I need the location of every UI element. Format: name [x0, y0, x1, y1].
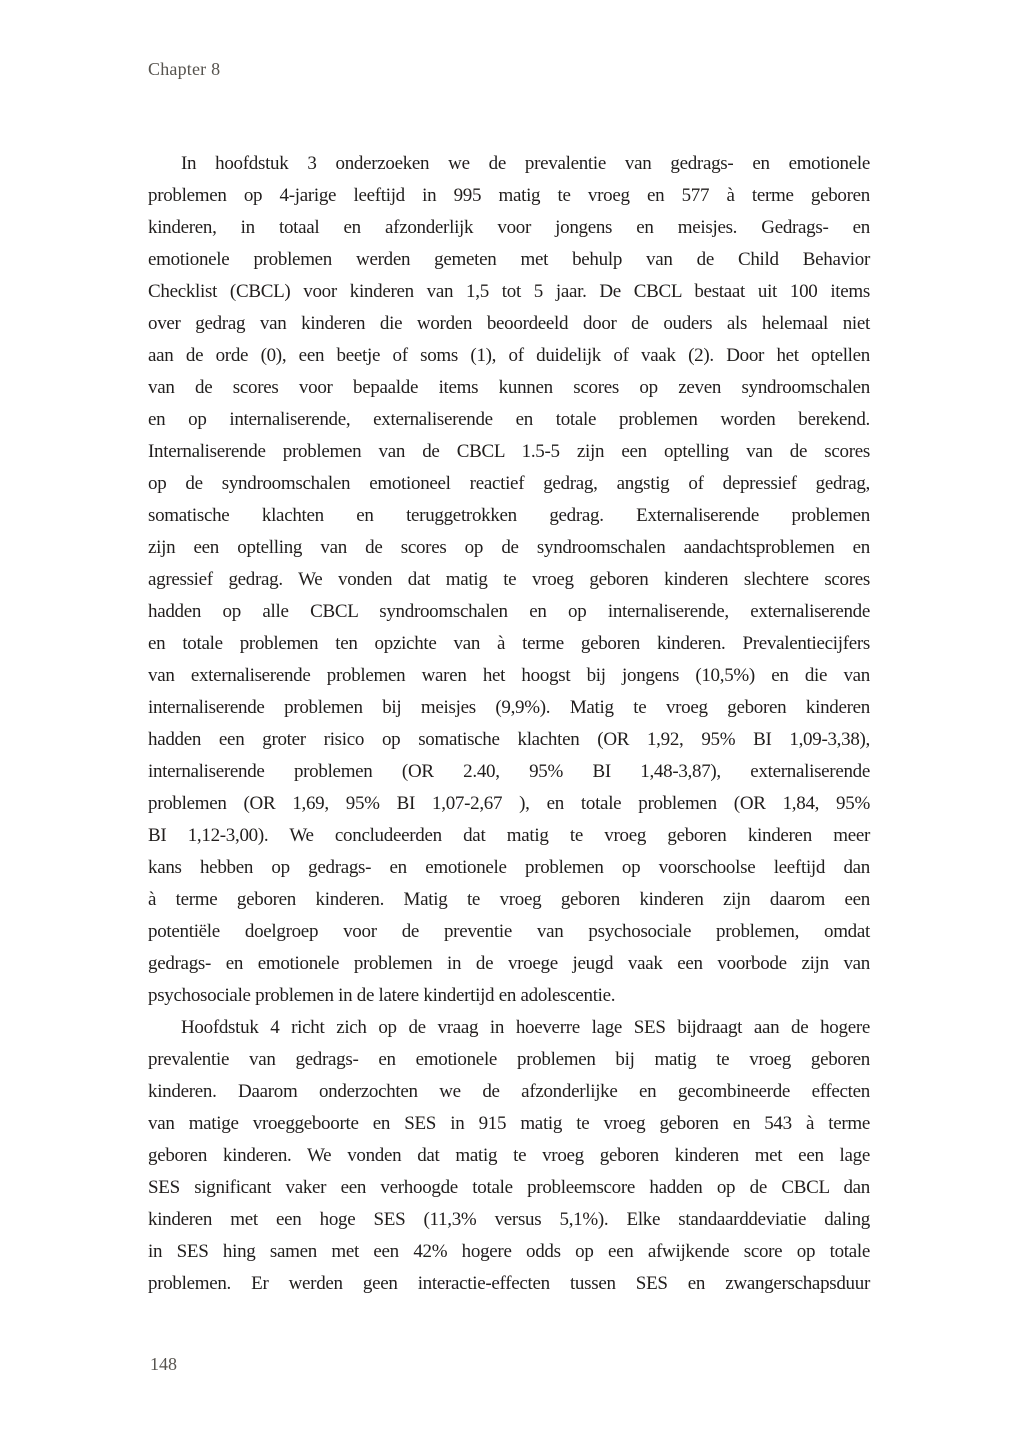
text-line: gedrags- en emotionele problemen in de vroege jeugd vaak een voorbode zijn van: [148, 953, 870, 974]
text-line: BI 1,12-3,00). We concludeerden dat matig te vroeg geboren kinderen meer: [148, 825, 870, 846]
text-line: en op internaliserende, externaliserende en totale problemen worden berekend.: [148, 409, 870, 430]
text-line: problemen. Er werden geen interactie-effecten tussen SES en zwangerschapsduur: [148, 1273, 870, 1294]
text-line: SES significant vaker een verhoogde totale probleemscore hadden op de CBCL dan: [148, 1177, 870, 1198]
text-line: geboren kinderen. We vonden dat matig te vroeg geboren kinderen met een lage: [148, 1145, 870, 1166]
text-line: internaliserende problemen (OR 2.40, 95% BI 1,48-3,87), externaliserende: [148, 761, 870, 782]
text-line: problemen (OR 1,69, 95% BI 1,07-2,67 ), en totale problemen (OR 1,84, 95%: [148, 793, 870, 814]
text-line: zijn een optelling van de scores op de syndroomschalen aandachtsproblemen en: [148, 537, 870, 558]
text-line: problemen op 4-jarige leeftijd in 995 matig te vroeg en 577 à terme geboren: [148, 185, 870, 206]
text-line: potentiële doelgroep voor de preventie van psychosociale problemen, omdat: [148, 921, 870, 942]
running-header: Chapter 8: [148, 59, 221, 79]
text-line: kinderen. Daarom onderzochten we de afzonderlijke en gecombineerde effecten: [148, 1081, 870, 1102]
text-line: van externaliserende problemen waren het hoogst bij jongens (10,5%) en die van: [148, 665, 870, 686]
text-line: hadden op alle CBCL syndroomschalen en op internaliserende, externaliserende: [148, 601, 870, 622]
text-line: somatische klachten en teruggetrokken gedrag. Externaliserende problemen: [148, 505, 870, 526]
text-line: Hoofdstuk 4 richt zich op de vraag in hoeverre lage SES bijdraagt aan de hogere: [181, 1017, 870, 1038]
text-line: van matige vroeggeboorte en SES in 915 matig te vroeg geboren en 543 à terme: [148, 1113, 870, 1134]
text-line: Internaliserende problemen van de CBCL 1.5-5 zijn een optelling van de scores: [148, 441, 870, 462]
text-line: van de scores voor bepaalde items kunnen scores op zeven syndroomschalen: [148, 377, 870, 398]
text-line: internaliserende problemen bij meisjes (9,9%). Matig te vroeg geboren kinderen: [148, 697, 870, 718]
text-line: kinderen, in totaal en afzonderlijk voor jongens en meisjes. Gedrags- en: [148, 217, 870, 238]
text-line: kans hebben op gedrags- en emotionele problemen op voorschoolse leeftijd dan: [148, 857, 870, 878]
text-line: agressief gedrag. We vonden dat matig te vroeg geboren kinderen slechtere scores: [148, 569, 870, 590]
text-line: prevalentie van gedrags- en emotionele problemen bij matig te vroeg geboren: [148, 1049, 870, 1070]
text-line: en totale problemen ten opzichte van à terme geboren kinderen. Prevalentiecijfers: [148, 633, 870, 654]
text-line: in SES hing samen met een 42% hogere odds op een afwijkende score op totale: [148, 1241, 870, 1262]
text-line: over gedrag van kinderen die worden beoordeeld door de ouders als helemaal niet: [148, 313, 870, 334]
text-line: à terme geboren kinderen. Matig te vroeg geboren kinderen zijn daarom een: [148, 889, 870, 910]
text-line: psychosociale problemen in de latere kindertijd en adolescentie.: [148, 985, 616, 1006]
text-line: kinderen met een hoge SES (11,3% versus 5,1%). Elke standaarddeviatie daling: [148, 1209, 870, 1230]
text-line: emotionele problemen werden gemeten met behulp van de Child Behavior: [148, 249, 870, 270]
text-line: aan de orde (0), een beetje of soms (1), of duidelijk of vaak (2). Door het optellen: [148, 345, 870, 366]
text-line: hadden een groter risico op somatische klachten (OR 1,92, 95% BI 1,09-3,38),: [148, 729, 870, 750]
page-number: 148: [150, 1354, 177, 1374]
body-text: [148, 148, 870, 1300]
text-line: op de syndroomschalen emotioneel reactief gedrag, angstig of depressief gedrag,: [148, 473, 870, 494]
text-line: In hoofdstuk 3 onderzoeken we de prevalentie van gedrags- en emotionele: [181, 153, 870, 174]
text-line: Checklist (CBCL) voor kinderen van 1,5 tot 5 jaar. De CBCL bestaat uit 100 items: [148, 281, 870, 302]
